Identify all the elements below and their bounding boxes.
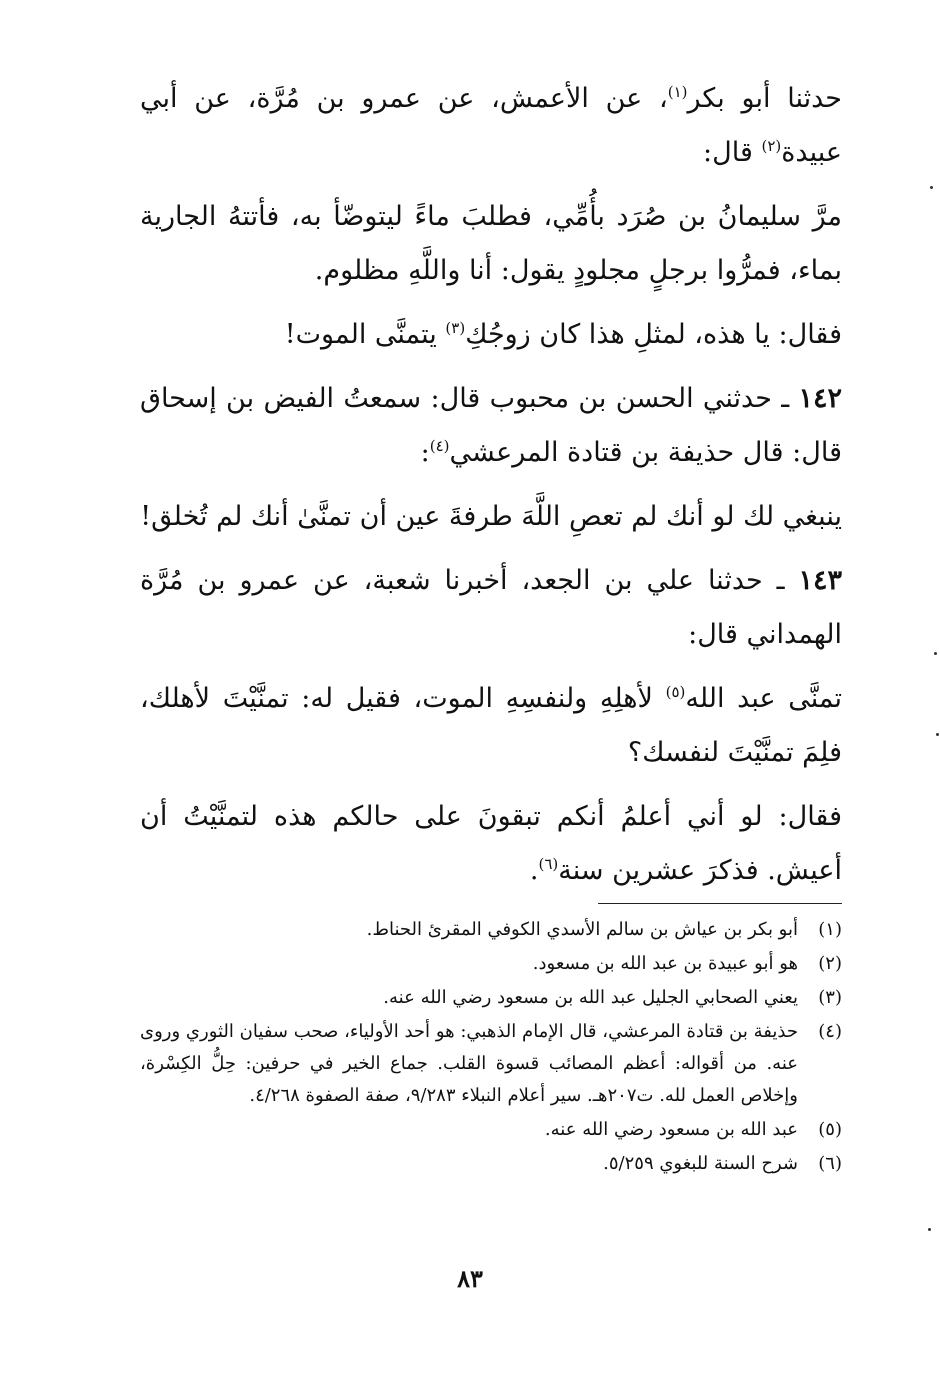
footnote-text: عبد الله بن مسعود رضي الله عنه.	[544, 1119, 798, 1140]
paragraph-7: تمنَّى عبد الله$^{(٥)}$ لأهلِهِ ولنفسِهِ الموت، فقيل له: تمنَّيْتَ لأهلك، فلِمَ تمنَّيْتَ لنفسك؟	[140, 683, 843, 768]
footnote-text: يعني الصحابي الجليل عبد الله بن مسعود رضي الله عنه.	[383, 987, 798, 1008]
footnote-5	[140, 1114, 842, 1146]
footnotes	[140, 914, 842, 1182]
footnote-mark: (٥)	[818, 1119, 842, 1140]
footnote-ref[interactable]: (٣)	[445, 319, 466, 337]
paragraph-6: ١٤٣ ـ حدثنا علي بن الجعد، أخبرنا شعبة، عن عمرو بن مُرَّة الهمداني قال:	[140, 565, 842, 650]
footnote-4	[140, 1016, 842, 1112]
page-number: ٨٣	[457, 1264, 483, 1293]
paragraph-8: فقال: لو أني أعلمُ أنكم تبقونَ على حالكم هذه لتمنَّيْتُ أن أعيش. فذكرَ عشرين سنة$^{(٦)}$.	[140, 801, 842, 886]
footnote-mark: (١)	[818, 919, 842, 940]
footnote-mark: (٣)	[818, 987, 842, 1008]
footnote-ref[interactable]: (٤)	[429, 437, 450, 455]
paragraph-1: حدثنا أبو بكر$^{(١)}$، عن الأعمش، عن عمرو بن مُرَّة، عن أبي عبيدة$^{(٢)}$ قال:	[140, 83, 842, 168]
footnote-mark: (٢)	[818, 953, 842, 974]
footnote-2	[140, 948, 842, 980]
hadith-number: ١٤٢	[798, 383, 842, 414]
paragraph-2: مرَّ سليمانُ بن صُرَد بأُمِّي، فطلبَ ماءً ليتوضّأ به، فأتتهُ الجارية بماء، فمرُّوا برجلٍ مجلودٍ يقول: أنا واللَّهِ مظلوم.	[140, 201, 842, 286]
footnote-3	[140, 982, 842, 1014]
main-text	[140, 72, 842, 908]
footnote-text: حذيفة بن قتادة المرعشي، قال الإمام الذهبي: هو أحد الأولياء، صحب سفيان الثوري وروى عنه. من أقواله: أعظم المصائب قسوة القلب. جماع الخير في حرفين: حِلُّ الكِسْرة، وإخلاص العمل لله. ت٢٠٧هـ. سير أعلام النبلاء ٩/٢٨٣، صفة الصفوة ٤/٢٦٨.	[140, 1021, 798, 1106]
scan-speck	[930, 186, 933, 189]
hadith-number: ١٤٣	[798, 565, 842, 596]
footnote-ref[interactable]: (٢)	[761, 137, 782, 155]
footnote-ref[interactable]: (٦)	[538, 855, 559, 873]
footnote-ref[interactable]: (١)	[667, 83, 688, 101]
footnote-mark: (٤)	[818, 1021, 842, 1042]
footnote-mark: (٦)	[818, 1153, 842, 1174]
paragraph-5: ينبغي لك لو أنك لم تعصِ اللَّهَ طرفةَ عين أن تمنَّىٰ أنك لم تُخلق!	[140, 501, 842, 532]
footnote-text: شرح السنة للبغوي ٥/٢٥٩.	[603, 1153, 798, 1174]
scan-speck	[928, 1228, 931, 1231]
footnote-text: أبو بكر بن عياش بن سالم الأسدي الكوفي المقرئ الحناط.	[366, 919, 798, 940]
footnote-ref[interactable]: (٥)	[665, 683, 686, 701]
footnote-6	[140, 1148, 842, 1180]
scan-speck	[934, 652, 937, 655]
paragraph-4: ١٤٢ ـ حدثني الحسن بن محبوب قال: سمعتُ الفيض بن إسحاق قال: قال حذيفة بن قتادة المرعشي$^{(٤)}$:	[140, 383, 842, 468]
footnote-separator	[598, 903, 842, 904]
scan-speck	[936, 733, 939, 736]
paragraph-3: فقال: يا هذه، لمثلِ هذا كان زوجُكِ$^{(٣)}$ يتمنَّى الموت!	[284, 319, 842, 350]
footnote-1	[140, 914, 842, 946]
footnote-text: هو أبو عبيدة بن عبد الله بن مسعود.	[532, 953, 798, 974]
